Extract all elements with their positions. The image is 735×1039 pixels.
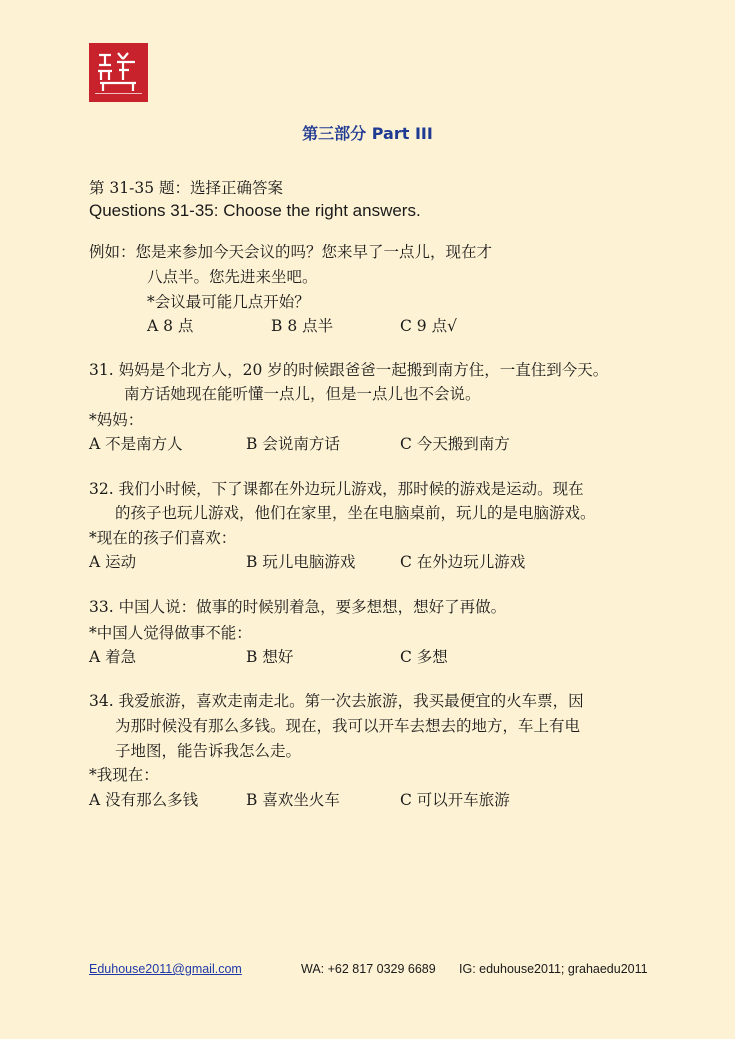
- email-link[interactable]: Eduhouse2011@gmail.com: [89, 962, 242, 976]
- q32-option-c: C 在外边玩儿游戏: [400, 553, 526, 571]
- q31-option-c: C 今天搬到南方: [400, 435, 510, 453]
- q31-option-b: B 会说南方话: [246, 435, 340, 453]
- q34-line-1: 34. 我爱旅游，喜欢走南走北。第一次去旅游，我买最便宜的火车票，因: [89, 692, 584, 710]
- example-option-a: A 8 点: [147, 317, 194, 335]
- footer-wa: WA: +62 817 0329 6689: [301, 962, 436, 976]
- q32-line-1: 32. 我们小时候，下了课都在外边玩儿游戏，那时候的游戏是运动。现在: [89, 480, 584, 498]
- q34-question: *我现在：: [89, 766, 159, 784]
- q31-line-1: 31. 妈妈是个北方人，20 岁的时候跟爸爸一起搬到南方住，一直住到今天。: [89, 361, 609, 379]
- q32-option-a: A 运动: [89, 553, 137, 571]
- page-title: 第三部分 Part III: [302, 124, 433, 143]
- q32-option-b: B 玩儿电脑游戏: [246, 553, 356, 571]
- q33-line-1: 33. 中国人说：做事的时候别着急，要多想想，想好了再做。: [89, 598, 507, 616]
- q31-option-a: A 不是南方人: [89, 435, 183, 453]
- example-question: *会议最可能几点开始？: [147, 293, 310, 311]
- logo-mark: [89, 43, 148, 102]
- q33-option-b: B 想好: [246, 648, 294, 666]
- q31-line-2: 南方话她现在能听懂一点儿，但是一点儿也不会说。: [124, 385, 481, 403]
- q32-line-2: 的孩子也玩儿游戏，他们在家里，坐在电脑桌前，玩儿的是电脑游戏。: [115, 504, 596, 522]
- q31-question: *妈妈：: [89, 411, 144, 429]
- q34-line-2: 为那时候没有那么多钱。现在，我可以开车去想去的地方，车上有电: [115, 717, 581, 735]
- example-line-2: 八点半。您先进来坐吧。: [147, 268, 318, 286]
- footer-ig: IG: eduhouse2011; grahaedu2011: [459, 962, 648, 976]
- example-option-b: B 8 点半: [271, 317, 334, 335]
- q33-option-a: A 着急: [89, 648, 137, 666]
- q34-option-a: A 没有那么多钱: [89, 791, 199, 809]
- logo: [89, 43, 148, 102]
- q34-option-b: B 喜欢坐火车: [246, 791, 340, 809]
- example-option-c: C 9 点√: [400, 317, 457, 335]
- instruction-cn: 第 31-35 题：选择正确答案: [89, 179, 284, 197]
- example-line-1: 例如：您是来参加今天会议的吗？您来早了一点儿，现在才: [89, 243, 493, 261]
- footer-email[interactable]: [89, 962, 242, 976]
- q34-option-c: C 可以开车旅游: [400, 791, 510, 809]
- instruction-en: Questions 31-35: Choose the right answers.: [89, 201, 421, 220]
- q33-option-c: C 多想: [400, 648, 448, 666]
- q34-line-3: 子地图，能告诉我怎么走。: [115, 742, 302, 760]
- q33-question: *中国人觉得做事不能：: [89, 624, 252, 642]
- q32-question: *现在的孩子们喜欢：: [89, 529, 237, 547]
